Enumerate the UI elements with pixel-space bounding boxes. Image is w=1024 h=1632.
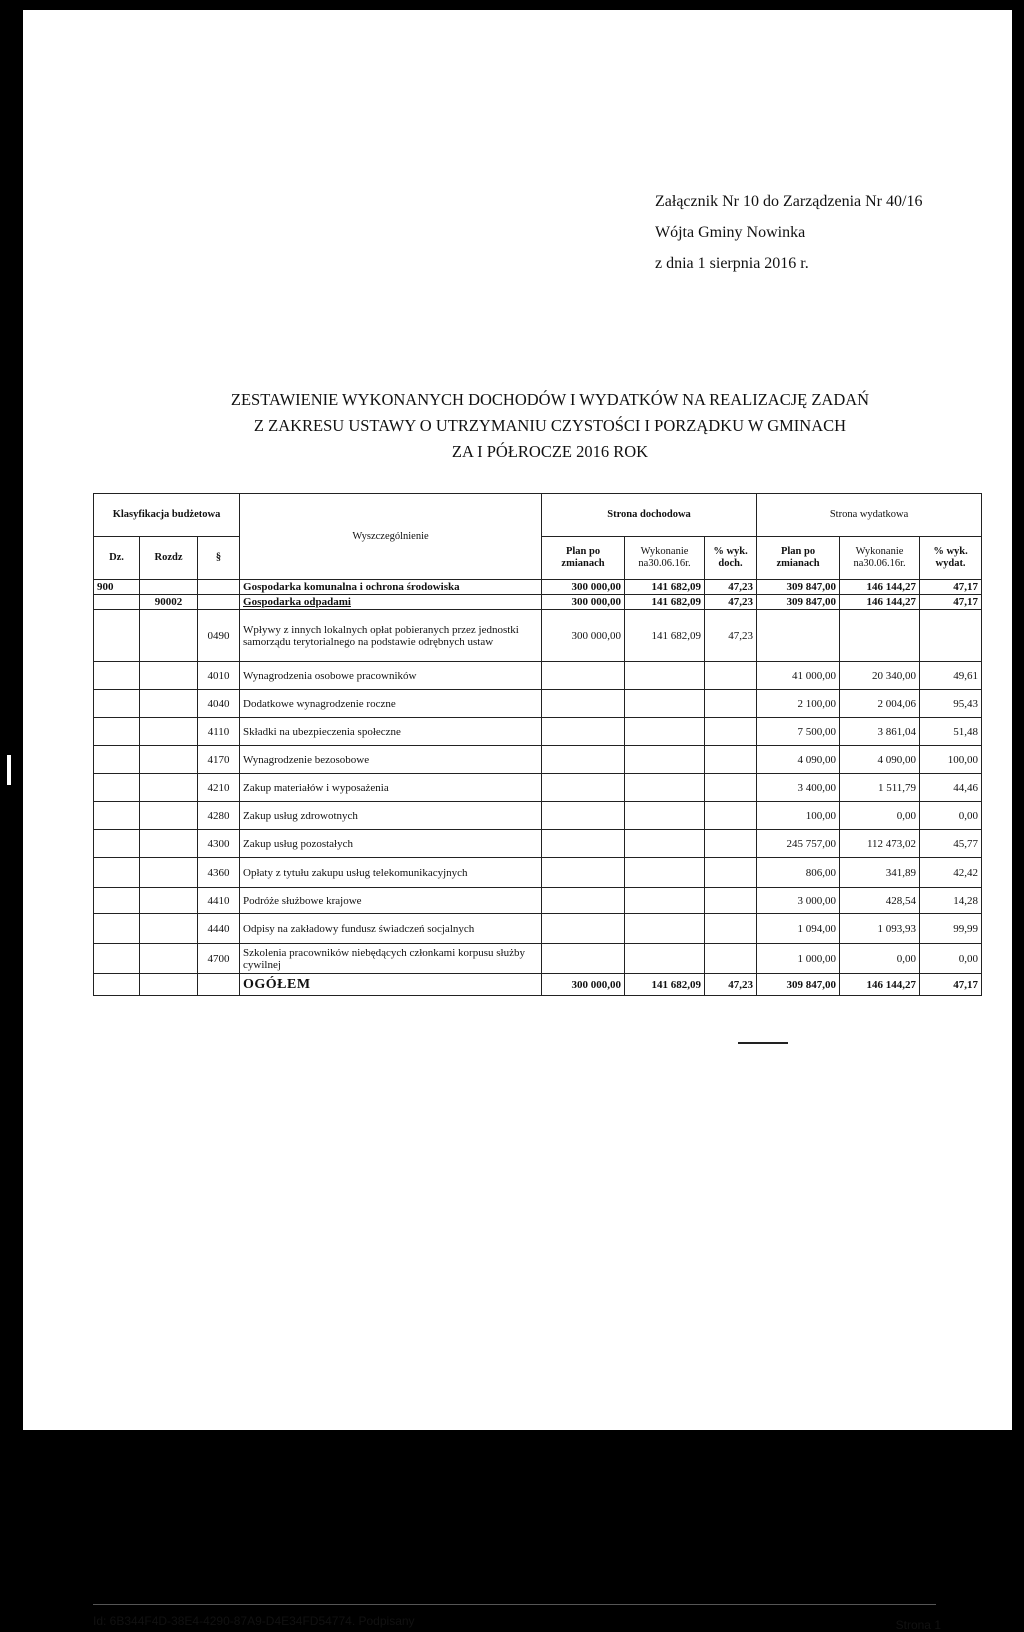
cell-wyd-plan bbox=[757, 610, 840, 662]
cell-wyd-plan: 41 000,00 bbox=[757, 662, 840, 690]
cell-rozdz bbox=[140, 830, 198, 858]
cell-doch-wykonanie bbox=[625, 858, 705, 888]
cell-description: Odpisy na zakładowy fundusz świadczeń socjalnych bbox=[240, 914, 542, 944]
cell-description: Szkolenia pracowników niebędących członkami korpusu służby cywilnej bbox=[240, 944, 542, 974]
table-row bbox=[94, 888, 982, 914]
cell-dz bbox=[94, 690, 140, 718]
cell-rozdz bbox=[140, 944, 198, 974]
table-row bbox=[94, 914, 982, 944]
table-row bbox=[94, 802, 982, 830]
cell-dz bbox=[94, 858, 140, 888]
cell-wyd-wykonanie: 341,89 bbox=[840, 858, 920, 888]
page-number: Strona 1 bbox=[895, 1618, 941, 1632]
cell-wyd-wykonanie: 1 511,79 bbox=[840, 774, 920, 802]
cell-wyd-procent: 45,77 bbox=[920, 830, 982, 858]
cell-doch-plan bbox=[542, 830, 625, 858]
total-blank bbox=[94, 974, 140, 996]
cell-wyd-procent: 51,48 bbox=[920, 718, 982, 746]
cell-rozdz bbox=[140, 858, 198, 888]
cell-wyd-wykonanie: 0,00 bbox=[840, 944, 920, 974]
cell-doch-plan bbox=[542, 858, 625, 888]
cell-doch-procent: 47,23 bbox=[705, 610, 757, 662]
cell-description: Podróże służbowe krajowe bbox=[240, 888, 542, 914]
cell-doch-wykonanie: 141 682,09 bbox=[625, 580, 705, 595]
title-line-3: ZA I PÓŁROCZE 2016 ROK bbox=[451, 442, 649, 461]
cell-doch-procent bbox=[705, 718, 757, 746]
separator-line bbox=[738, 1042, 788, 1044]
cell-paragraf: 4700 bbox=[198, 944, 240, 974]
table-row bbox=[94, 662, 982, 690]
cell-paragraf: 4280 bbox=[198, 802, 240, 830]
cell-paragraf: 4440 bbox=[198, 914, 240, 944]
cell-description: Wpływy z innych lokalnych opłat pobieranych przez jednostki samorządu terytorialnego na podstawie odrębnych ustaw bbox=[240, 610, 542, 662]
table-row bbox=[94, 718, 982, 746]
cell-doch-plan bbox=[542, 888, 625, 914]
header-doch-plan: Plan po zmianach bbox=[542, 537, 625, 580]
header-rozdz: Rozdz bbox=[140, 537, 198, 580]
cell-doch-plan: 300 000,00 bbox=[542, 595, 625, 610]
cell-doch-wykonanie bbox=[625, 914, 705, 944]
cell-dz bbox=[94, 718, 140, 746]
cell-wyd-wykonanie: 2 004,06 bbox=[840, 690, 920, 718]
budget-table bbox=[93, 493, 982, 996]
cell-wyd-procent: 0,00 bbox=[920, 944, 982, 974]
cell-wyd-plan: 309 847,00 bbox=[757, 595, 840, 610]
table-row bbox=[94, 580, 982, 595]
cell-rozdz bbox=[140, 580, 198, 595]
total-doch-wykonanie: 141 682,09 bbox=[625, 974, 705, 996]
cell-wyd-wykonanie: 146 144,27 bbox=[840, 595, 920, 610]
cell-rozdz bbox=[140, 746, 198, 774]
cell-wyd-procent: 47,17 bbox=[920, 595, 982, 610]
cell-doch-procent bbox=[705, 944, 757, 974]
header-wyd-wykonanie: Wykonanie na30.06.16r. bbox=[840, 537, 920, 580]
total-label: OGÓŁEM bbox=[240, 974, 542, 996]
cell-dz bbox=[94, 774, 140, 802]
cell-wyd-procent: 95,43 bbox=[920, 690, 982, 718]
cell-doch-procent bbox=[705, 888, 757, 914]
annex-line-3: z dnia 1 sierpnia 2016 r. bbox=[655, 255, 809, 272]
annex-header bbox=[655, 186, 985, 279]
header-doch-wykonanie: Wykonanie na30.06.16r. bbox=[625, 537, 705, 580]
cell-wyd-plan: 245 757,00 bbox=[757, 830, 840, 858]
cell-wyd-procent: 47,17 bbox=[920, 580, 982, 595]
cell-paragraf: 4300 bbox=[198, 830, 240, 858]
cell-wyd-wykonanie: 3 861,04 bbox=[840, 718, 920, 746]
cell-wyd-plan: 2 100,00 bbox=[757, 690, 840, 718]
total-wyd-plan: 309 847,00 bbox=[757, 974, 840, 996]
cell-doch-plan: 300 000,00 bbox=[542, 610, 625, 662]
total-row bbox=[94, 974, 982, 996]
cell-paragraf: 4410 bbox=[198, 888, 240, 914]
total-wyd-procent: 47,17 bbox=[920, 974, 982, 996]
cell-doch-plan bbox=[542, 746, 625, 774]
total-doch-plan: 300 000,00 bbox=[542, 974, 625, 996]
table-row bbox=[94, 610, 982, 662]
cell-doch-wykonanie bbox=[625, 944, 705, 974]
total-blank bbox=[140, 974, 198, 996]
cell-doch-procent: 47,23 bbox=[705, 580, 757, 595]
table-row bbox=[94, 595, 982, 610]
cell-wyd-plan: 3 400,00 bbox=[757, 774, 840, 802]
cell-wyd-plan: 1 094,00 bbox=[757, 914, 840, 944]
cell-dz bbox=[94, 746, 140, 774]
document-id: Id: 6B344F4D-38E4-4290-87A9-D4E34FD54774. Podpisany bbox=[93, 1614, 415, 1628]
annex-line-2: Wójta Gminy Nowinka bbox=[655, 224, 806, 241]
header-doch-procent: % wyk. doch. bbox=[705, 537, 757, 580]
cell-description: Dodatkowe wynagrodzenie roczne bbox=[240, 690, 542, 718]
cell-wyd-wykonanie: 0,00 bbox=[840, 802, 920, 830]
cell-paragraf: 4040 bbox=[198, 690, 240, 718]
total-blank bbox=[198, 974, 240, 996]
document-title bbox=[140, 387, 960, 465]
cell-dz bbox=[94, 595, 140, 610]
cell-doch-wykonanie bbox=[625, 802, 705, 830]
cell-doch-procent: 47,23 bbox=[705, 595, 757, 610]
cell-wyd-procent: 44,46 bbox=[920, 774, 982, 802]
cell-doch-plan bbox=[542, 914, 625, 944]
table-row bbox=[94, 774, 982, 802]
cell-paragraf bbox=[198, 580, 240, 595]
cell-doch-plan bbox=[542, 774, 625, 802]
cell-wyd-procent: 0,00 bbox=[920, 802, 982, 830]
cell-wyd-wykonanie: 1 093,93 bbox=[840, 914, 920, 944]
cell-wyd-procent: 49,61 bbox=[920, 662, 982, 690]
cell-description: Zakup materiałów i wyposażenia bbox=[240, 774, 542, 802]
cell-doch-wykonanie bbox=[625, 774, 705, 802]
cell-dz bbox=[94, 662, 140, 690]
cell-paragraf: 4210 bbox=[198, 774, 240, 802]
cell-wyd-wykonanie bbox=[840, 610, 920, 662]
cell-rozdz bbox=[140, 802, 198, 830]
table-row bbox=[94, 746, 982, 774]
title-line-1: ZESTAWIENIE WYKONANYCH DOCHODÓW I WYDATKÓW NA REALIZACJĘ ZADAŃ bbox=[230, 390, 870, 409]
header-paragraf: § bbox=[198, 537, 240, 580]
cell-doch-procent bbox=[705, 858, 757, 888]
scan-edge-mark bbox=[7, 755, 11, 785]
cell-rozdz bbox=[140, 774, 198, 802]
cell-doch-procent bbox=[705, 746, 757, 774]
cell-wyd-procent: 14,28 bbox=[920, 888, 982, 914]
table-row bbox=[94, 944, 982, 974]
cell-doch-procent bbox=[705, 690, 757, 718]
cell-doch-procent bbox=[705, 914, 757, 944]
cell-description: Gospodarka odpadami bbox=[240, 595, 542, 610]
cell-doch-plan bbox=[542, 802, 625, 830]
cell-doch-plan: 300 000,00 bbox=[542, 580, 625, 595]
cell-wyd-plan: 806,00 bbox=[757, 858, 840, 888]
cell-doch-procent bbox=[705, 830, 757, 858]
cell-description: Gospodarka komunalna i ochrona środowiska bbox=[240, 580, 542, 595]
cell-doch-procent bbox=[705, 662, 757, 690]
total-wyd-wykonanie: 146 144,27 bbox=[840, 974, 920, 996]
cell-doch-wykonanie bbox=[625, 662, 705, 690]
cell-wyd-wykonanie: 112 473,02 bbox=[840, 830, 920, 858]
cell-paragraf: 0490 bbox=[198, 610, 240, 662]
header-wyd-plan: Plan po zmianach bbox=[757, 537, 840, 580]
cell-wyd-plan: 309 847,00 bbox=[757, 580, 840, 595]
cell-wyd-wykonanie: 20 340,00 bbox=[840, 662, 920, 690]
header-klasyfikacja: Klasyfikacja budżetowa bbox=[94, 494, 240, 537]
cell-doch-wykonanie: 141 682,09 bbox=[625, 610, 705, 662]
cell-wyd-wykonanie: 146 144,27 bbox=[840, 580, 920, 595]
cell-rozdz: 90002 bbox=[140, 595, 198, 610]
cell-doch-procent bbox=[705, 802, 757, 830]
cell-description: Opłaty z tytułu zakupu usług telekomunikacyjnych bbox=[240, 858, 542, 888]
cell-rozdz bbox=[140, 718, 198, 746]
cell-description: Zakup usług zdrowotnych bbox=[240, 802, 542, 830]
cell-rozdz bbox=[140, 690, 198, 718]
cell-description: Składki na ubezpieczenia społeczne bbox=[240, 718, 542, 746]
cell-description: Wynagrodzenia osobowe pracowników bbox=[240, 662, 542, 690]
cell-wyd-plan: 4 090,00 bbox=[757, 746, 840, 774]
cell-wyd-plan: 7 500,00 bbox=[757, 718, 840, 746]
cell-wyd-procent: 42,42 bbox=[920, 858, 982, 888]
cell-doch-procent bbox=[705, 774, 757, 802]
cell-wyd-procent: 99,99 bbox=[920, 914, 982, 944]
header-strona-dochodowa: Strona dochodowa bbox=[542, 494, 757, 537]
cell-wyd-plan: 1 000,00 bbox=[757, 944, 840, 974]
table-row bbox=[94, 858, 982, 888]
cell-dz: 900 bbox=[94, 580, 140, 595]
cell-paragraf: 4110 bbox=[198, 718, 240, 746]
cell-rozdz bbox=[140, 888, 198, 914]
cell-rozdz bbox=[140, 610, 198, 662]
cell-wyd-plan: 3 000,00 bbox=[757, 888, 840, 914]
cell-doch-plan bbox=[542, 944, 625, 974]
total-doch-procent: 47,23 bbox=[705, 974, 757, 996]
cell-doch-wykonanie bbox=[625, 746, 705, 774]
cell-doch-wykonanie bbox=[625, 718, 705, 746]
cell-dz bbox=[94, 914, 140, 944]
cell-dz bbox=[94, 802, 140, 830]
cell-description: Zakup usług pozostałych bbox=[240, 830, 542, 858]
cell-wyd-plan: 100,00 bbox=[757, 802, 840, 830]
cell-dz bbox=[94, 944, 140, 974]
header-wyszczegolnienie: Wyszczególnienie bbox=[240, 494, 542, 580]
cell-dz bbox=[94, 830, 140, 858]
cell-rozdz bbox=[140, 914, 198, 944]
cell-rozdz bbox=[140, 662, 198, 690]
cell-doch-plan bbox=[542, 690, 625, 718]
header-wyd-procent: % wyk. wydat. bbox=[920, 537, 982, 580]
cell-paragraf bbox=[198, 595, 240, 610]
cell-dz bbox=[94, 610, 140, 662]
cell-paragraf: 4170 bbox=[198, 746, 240, 774]
cell-dz bbox=[94, 888, 140, 914]
cell-description: Wynagrodzenie bezosobowe bbox=[240, 746, 542, 774]
header-dz: Dz. bbox=[94, 537, 140, 580]
cell-wyd-procent bbox=[920, 610, 982, 662]
cell-doch-wykonanie bbox=[625, 830, 705, 858]
cell-paragraf: 4360 bbox=[198, 858, 240, 888]
table-row bbox=[94, 830, 982, 858]
cell-doch-plan bbox=[542, 718, 625, 746]
footer-divider bbox=[93, 1604, 936, 1605]
cell-wyd-wykonanie: 4 090,00 bbox=[840, 746, 920, 774]
cell-wyd-procent: 100,00 bbox=[920, 746, 982, 774]
cell-doch-plan bbox=[542, 662, 625, 690]
cell-doch-wykonanie: 141 682,09 bbox=[625, 595, 705, 610]
cell-doch-wykonanie bbox=[625, 690, 705, 718]
cell-paragraf: 4010 bbox=[198, 662, 240, 690]
annex-line-1: Załącznik Nr 10 do Zarządzenia Nr 40/16 bbox=[655, 193, 923, 210]
title-line-2: Z ZAKRESU USTAWY O UTRZYMANIU CZYSTOŚCI I PORZĄDKU W GMINACH bbox=[253, 416, 847, 435]
table-row bbox=[94, 690, 982, 718]
header-strona-wydatkowa: Strona wydatkowa bbox=[757, 494, 982, 537]
cell-wyd-wykonanie: 428,54 bbox=[840, 888, 920, 914]
cell-doch-wykonanie bbox=[625, 888, 705, 914]
